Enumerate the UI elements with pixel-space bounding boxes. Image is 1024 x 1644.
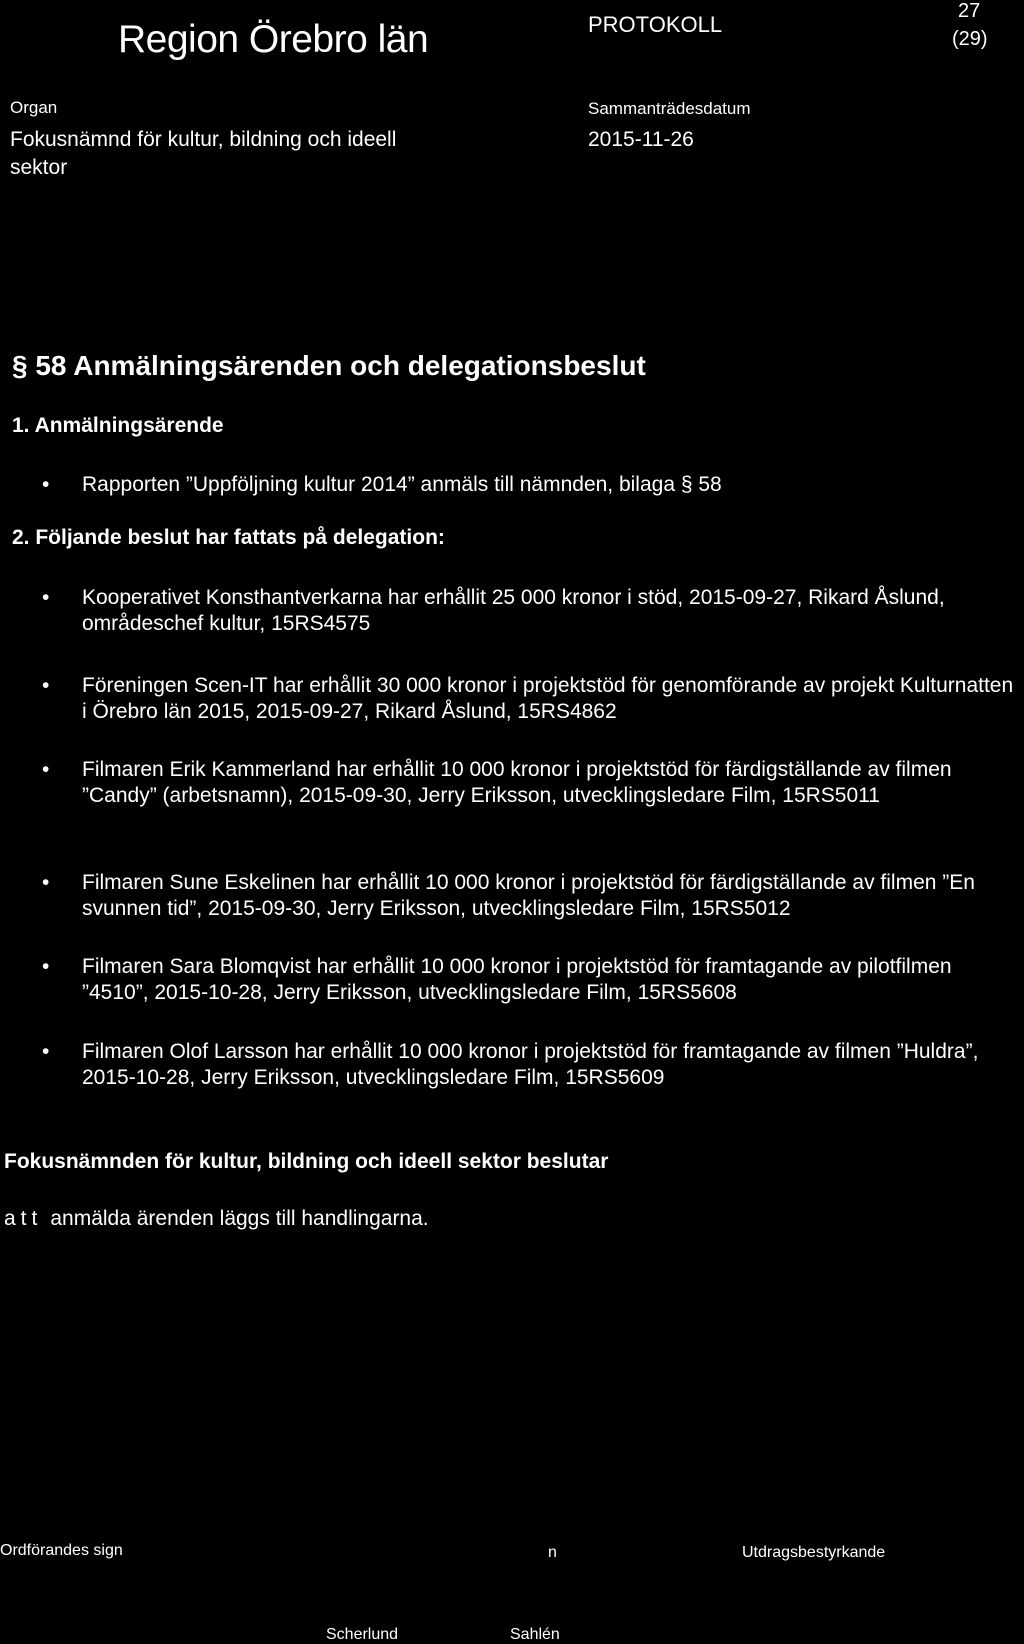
signature-name-1: Scherlund bbox=[326, 1626, 399, 1643]
decision-heading: Fokusnämnden för kultur, bildning och ideell sektor beslutar bbox=[4, 1150, 609, 1173]
list-item-text: Filmaren Erik Kammerland har erhållit 10 000 kronor i projektstöd för färdigställande av filmen ”Candy” (arbetsnamn), 2015-09-30, Jerry Eriksson, utvecklingsledare Film, 15RS5011 bbox=[82, 758, 952, 807]
bullet-icon: • bbox=[42, 871, 50, 894]
bullet-icon: • bbox=[42, 955, 50, 978]
list-item-text: Filmaren Sune Eskelinen har erhållit 10 000 kronor i projektstöd för färdigställande av filmen ”En svunnen tid”, 2015-09-30, Jerry Eriksson, utvecklingsledare Film, 15RS5012 bbox=[82, 871, 975, 920]
bullet-icon: • bbox=[42, 473, 50, 496]
list-item bbox=[42, 870, 1024, 922]
list-item bbox=[42, 673, 1024, 725]
bullet-icon: • bbox=[42, 674, 50, 697]
list-item-text: Rapporten ”Uppföljning kultur 2014” anmäls till nämnden, bilaga § 58 bbox=[82, 473, 722, 496]
signature-name-2: Sahlén bbox=[510, 1626, 560, 1643]
list-item-text: Föreningen Scen-IT har erhållit 30 000 kronor i projektstöd för genomförande av projekt Kulturnatten i Örebro län 2015, 2015-09-27, Rikard Åslund, 15RS4862 bbox=[82, 674, 1014, 723]
subsection-title-delegation: 2. Följande beslut har fattats på delegation: bbox=[12, 526, 445, 549]
list-item bbox=[42, 472, 1024, 498]
decision-att: att bbox=[4, 1207, 43, 1230]
list-item bbox=[42, 1039, 1024, 1091]
chair-signature-label: Ordförandes sign bbox=[0, 1542, 123, 1559]
list-item-text: Kooperativet Konsthantverkarna har erhållit 25 000 kronor i stöd, 2015-09-27, Rikard Åslund, områdeschef kultur, 15RS4575 bbox=[82, 586, 945, 635]
list-item-text: Filmaren Sara Blomqvist har erhållit 10 000 kronor i projektstöd för framtagande av pilotfilmen ”4510”, 2015-10-28, Jerry Eriksson, utvecklingsledare Film, 15RS5608 bbox=[82, 955, 952, 1004]
list-item bbox=[42, 757, 1024, 809]
extract-certification-label: Utdragsbestyrkande bbox=[742, 1544, 886, 1561]
bullet-icon: • bbox=[42, 758, 50, 781]
document-type: PROTOKOLL bbox=[588, 12, 723, 37]
list-item bbox=[42, 954, 1024, 1006]
meeting-date-value: 2015-11-26 bbox=[588, 128, 694, 151]
list-item-text: Filmaren Olof Larsson har erhållit 10 000 kronor i projektstöd för framtagande av filmen ”Huldra”, 2015-10-28, Jerry Eriksson, utvecklingsledare Film, 15RS5609 bbox=[82, 1040, 979, 1089]
organ-label: Organ bbox=[10, 98, 58, 117]
decision-body: anmälda ärenden läggs till handlingarna. bbox=[50, 1207, 429, 1230]
meeting-date-label: Sammanträdesdatum bbox=[588, 99, 751, 118]
bullet-icon: • bbox=[42, 1040, 50, 1063]
subsection-title-notifications: 1. Anmälningsärende bbox=[12, 414, 224, 437]
adjuster-signature-label: n bbox=[548, 1544, 557, 1561]
list-item bbox=[42, 585, 1024, 637]
decision-text bbox=[4, 1207, 429, 1231]
organ-value: Fokusnämnd för kultur, bildning och ideell sektor bbox=[10, 128, 397, 179]
bullet-icon: • bbox=[42, 586, 50, 609]
region-logo-text: Region Örebro län bbox=[118, 18, 429, 61]
section-title: § 58 Anmälningsärenden och delegationsbeslut bbox=[12, 350, 646, 381]
page-total: (29) bbox=[952, 28, 988, 50]
page-number: 27 bbox=[958, 0, 981, 22]
